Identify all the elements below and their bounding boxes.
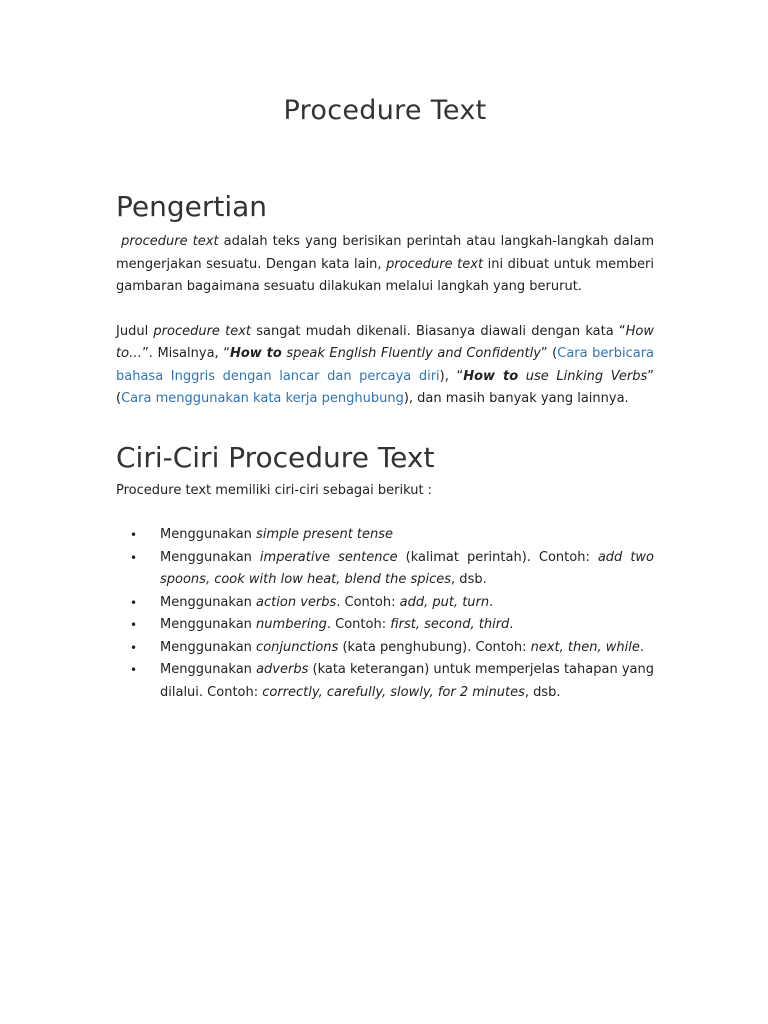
bullet-icon: • — [130, 663, 138, 677]
item-term: simple present tense — [256, 527, 394, 542]
item-text: , dsb. — [524, 684, 561, 700]
example-title-1: speak English Fluently and Confidently — [281, 346, 541, 361]
item-text: Menggunakan — [160, 639, 257, 655]
list-item — [116, 637, 654, 660]
text-run: adalah teks yang berisikan perintah atau langkah-langkah dalam mengerjakan sesuatu. Dengan kata lain, — [116, 234, 654, 272]
paragraph-ciri-intro: Procedure text memiliki ciri-ciri sebagai berikut : — [116, 482, 433, 498]
bullet-icon: • — [130, 640, 138, 655]
item-text: . Contoh: — [336, 594, 400, 610]
item-text: . Contoh: — [326, 617, 391, 632]
list-item — [116, 547, 654, 592]
item-text: . — [489, 594, 494, 610]
list-item — [116, 614, 654, 637]
text-run: ” ( — [116, 368, 654, 406]
paragraph-title-explanation — [116, 321, 654, 411]
page-title: Procedure Text — [283, 95, 487, 126]
translation-link-2[interactable]: Cara menggunakan kata kerja penghubung — [121, 391, 404, 406]
item-text: Menggunakan — [160, 617, 257, 632]
bullet-icon: • — [130, 550, 138, 565]
example-how-to: How to… — [116, 323, 654, 361]
term-procedure-text: procedure text — [121, 234, 219, 249]
item-examples: first, second, third — [390, 617, 510, 632]
bullet-icon: • — [130, 595, 138, 610]
heading-ciri-ciri: Ciri-Ciri Procedure Text — [116, 440, 435, 474]
item-examples: add, put, turn — [399, 594, 490, 610]
text-run: ”. Misalnya, “ — [142, 346, 230, 361]
translation-link-1[interactable]: Cara berbicara bahasa Inggris dengan lancar dan percaya diri — [116, 346, 655, 384]
text-run: ), dan masih banyak yang lainnya. — [403, 391, 629, 406]
item-text: Menggunakan — [160, 662, 257, 677]
item-text: Menggunakan — [160, 594, 257, 610]
item-text: (kata keterangan) untuk memperjelas tahapan yang dilalui. Contoh: — [160, 662, 654, 700]
heading-pengertian: Pengertian — [116, 190, 268, 223]
text-run: ” ( — [540, 346, 558, 361]
item-term: conjunctions — [256, 639, 339, 655]
term-procedure-text: procedure text — [386, 256, 484, 272]
item-term: adverbs — [256, 662, 309, 677]
text-run: ), “ — [439, 368, 464, 384]
list-item — [116, 524, 654, 547]
item-text: (kalimat perintah). Contoh: — [397, 549, 598, 565]
paragraph-definition — [116, 231, 654, 299]
term-procedure-text: procedure text — [153, 323, 252, 339]
item-text: , dsb. — [451, 572, 487, 587]
item-text: . — [639, 639, 644, 655]
item-examples: correctly, carefully, slowly, for 2 minutes — [262, 684, 525, 700]
item-text: Menggunakan — [160, 549, 260, 565]
text-run: sangat mudah dikenali. Biasanya diawali dengan kata “ — [251, 323, 626, 339]
item-term: imperative sentence — [259, 549, 398, 565]
example-how-to-bold: How to — [463, 368, 519, 384]
example-title-2: use Linking Verbs — [518, 368, 648, 384]
item-term: numbering — [256, 617, 327, 632]
text-run: Judul — [116, 323, 154, 339]
example-how-to-bold: How to — [229, 346, 282, 361]
item-term: action verbs — [256, 594, 337, 610]
item-text: . — [509, 617, 514, 632]
item-examples: next, then, while — [530, 639, 640, 655]
bullet-icon: • — [130, 528, 138, 542]
bullet-icon: • — [130, 618, 138, 632]
item-examples: add two spoons, cook with low heat, blend the spices — [160, 549, 654, 587]
text-run: ini dibuat untuk memberi gambaran bagaimana sesuatu dilakukan melalui langkah yang berurut. — [116, 256, 654, 294]
list-item — [116, 592, 654, 615]
ciri-list — [116, 524, 654, 704]
item-text: Menggunakan — [160, 527, 257, 542]
list-item — [116, 659, 654, 704]
item-text: (kata penghubung). Contoh: — [338, 639, 531, 655]
